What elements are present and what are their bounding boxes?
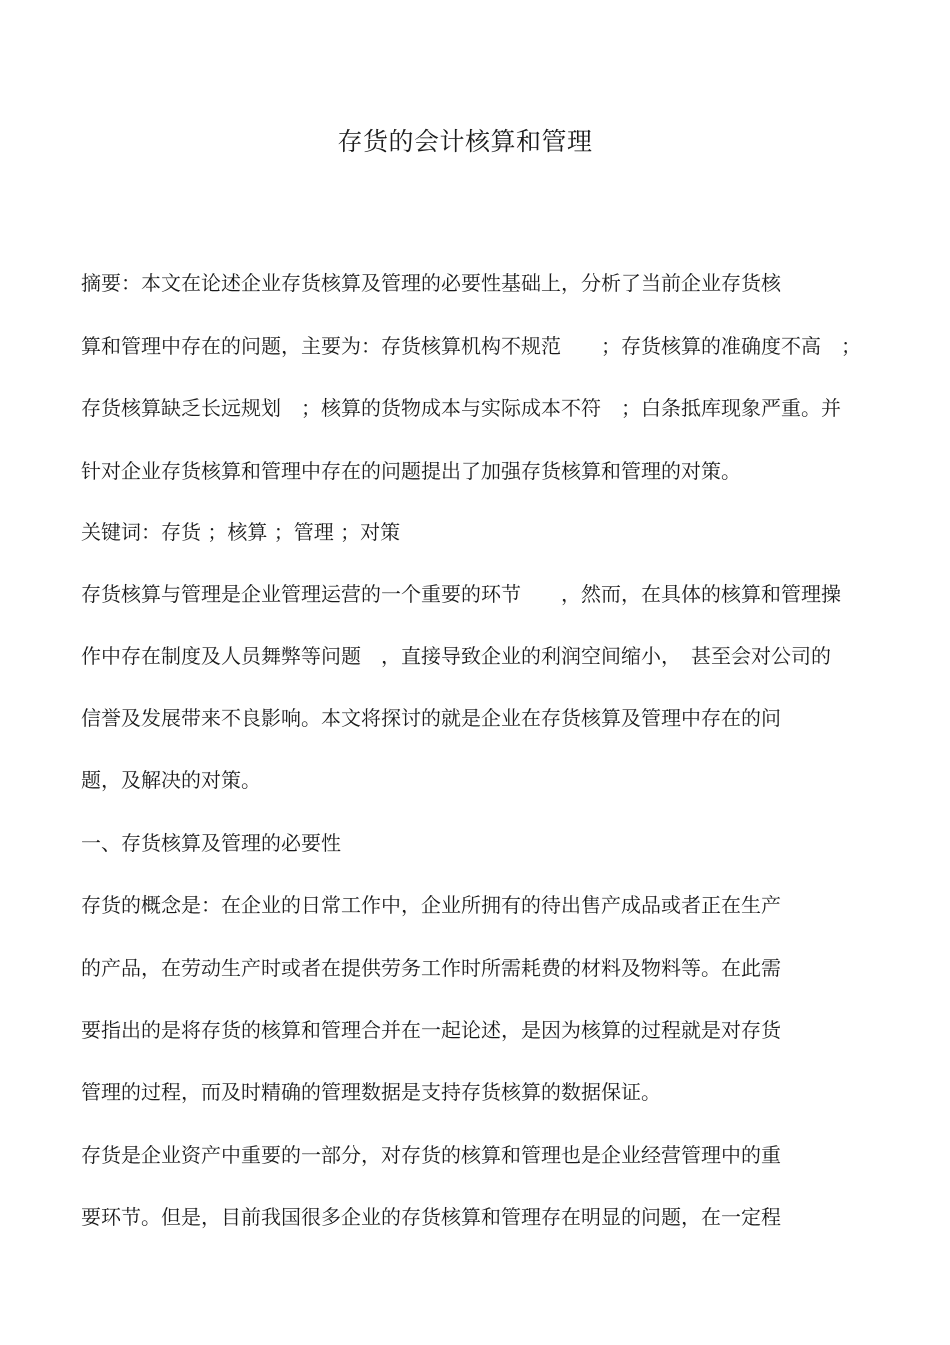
- body-line-6: 要环节。但是，目前我国很多企业的存货核算和管理存在明显的问题，在一定程: [81, 1205, 781, 1229]
- keywords-line: 关键词：存货 ；核算 ；管理 ；对策: [81, 520, 401, 544]
- body-line-4: 管理的过程，而及时精确的管理数据是支持存货核算的数据保证。: [81, 1080, 661, 1104]
- body-line-5: 存货是企业资产中重要的一部分，对存货的核算和管理也是企业经营管理中的重: [81, 1143, 781, 1167]
- body-line-2: 的产品，在劳动生产时或者在提供劳务工作时所需耗费的材料及物料等。在此需: [81, 956, 781, 980]
- section-heading-1: 一、存货核算及管理的必要性: [81, 831, 341, 855]
- abstract-line-2: 算和管理中存在的问题，主要为：存货核算机构不规范 ；存货核算的准确度不高 ；: [81, 334, 861, 358]
- abstract-line-3: 存货核算缺乏长远规划 ；核算的货物成本与实际成本不符 ；白条抵库现象严重。并: [81, 396, 841, 420]
- intro-line-1: 存货核算与管理是企业管理运营的一个重要的环节 ，然而，在具体的核算和管理操: [81, 582, 841, 606]
- document-title: 存货的会计核算和管理: [337, 127, 593, 156]
- abstract-line-4: 针对企业存货核算和管理中存在的问题提出了加强存货核算和管理的对策。: [81, 459, 741, 483]
- abstract-line-1: 摘要：本文在论述企业存货核算及管理的必要性基础上，分析了当前企业存货核: [81, 271, 781, 295]
- intro-line-4: 题，及解决的对策。: [81, 768, 261, 792]
- body-line-1: 存货的概念是：在企业的日常工作中，企业所拥有的待出售产成品或者正在生产: [81, 893, 781, 917]
- intro-line-2: 作中存在制度及人员舞弊等问题 ，直接导致企业的利润空间缩小， 甚至会对公司的: [81, 644, 831, 668]
- intro-line-3: 信誉及发展带来不良影响。本文将探讨的就是企业在存货核算及管理中存在的问: [81, 706, 781, 730]
- body-line-3: 要指出的是将存货的核算和管理合并在一起论述，是因为核算的过程就是对存货: [81, 1018, 781, 1042]
